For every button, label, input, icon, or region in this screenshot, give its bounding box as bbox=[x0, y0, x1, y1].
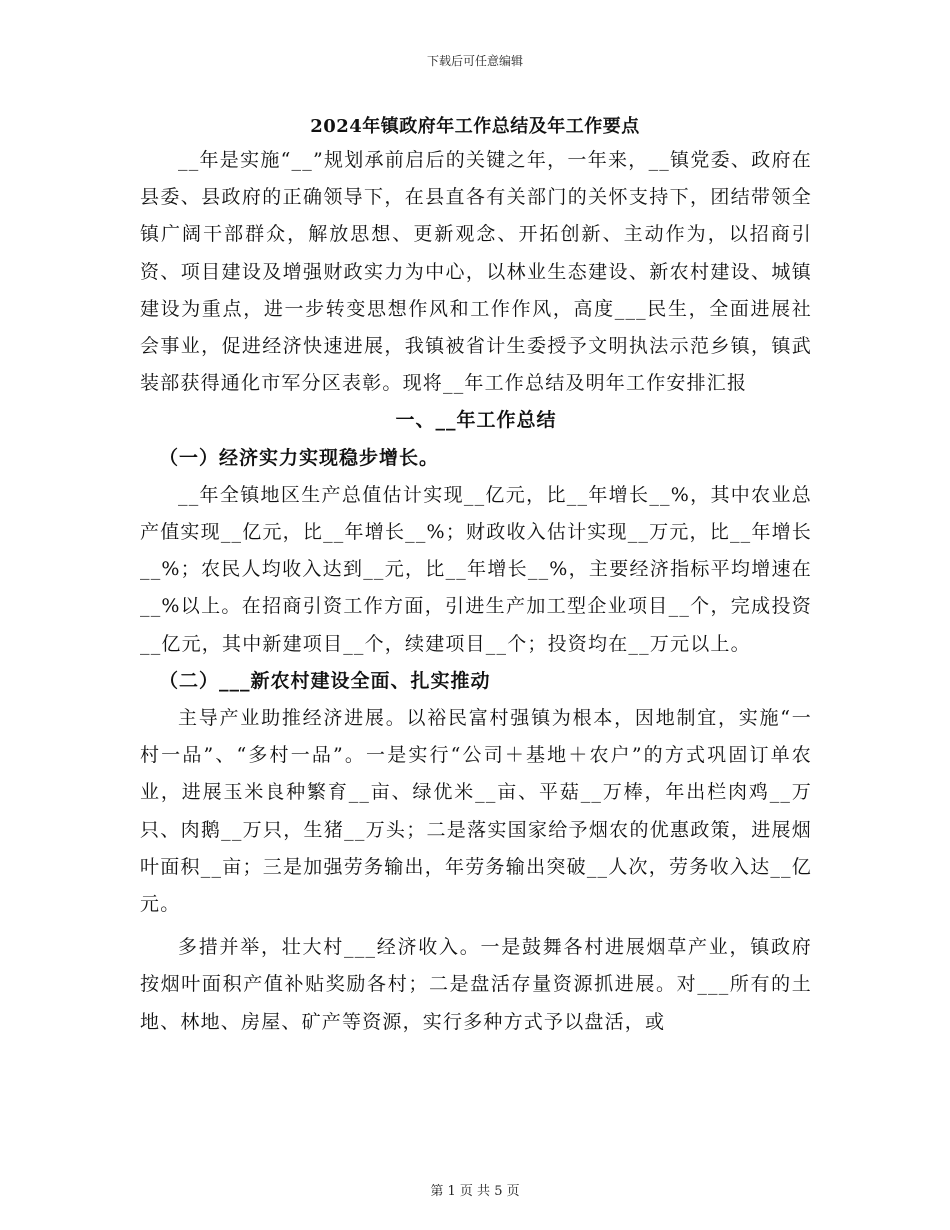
industry-paragraph: 主导产业助推经济进展。以裕民富村强镇为根本，因地制宜，实施“一村一品”、“多村一品”。一是实行“公司＋基地＋农户”的方式巩固订单农业，进展玉米良种繁育__亩、绿优米__亩、平菇__万棒，年出栏肉鸡__万只、肉鹅__万只，生猪__万头；二是落实国家给予烟农的优惠政策，进展烟叶面积__亩；三是加强劳务输出，年劳务输出突破__人次，劳务收入达__亿元。 bbox=[140, 707, 812, 916]
document-title: 2024年镇政府年工作总结及年工作要点 bbox=[310, 116, 640, 137]
subsection-heading-economy: （一）经济实力实现稳步增长。 bbox=[159, 446, 440, 469]
page-footer: 第 1 页 共 5 页 bbox=[430, 1184, 520, 1199]
page-header: 下载后可任意编辑 bbox=[426, 54, 523, 68]
village-income-paragraph: 多措并举，壮大村___经济收入。一是鼓舞各村进展烟草产业，镇政府按烟叶面积产值补贴奖励各村；二是盘活存量资源抓进展。对___所有的土地、林地、房屋、矿产等资源，实行多种方式予以盘活，或 bbox=[140, 936, 812, 1033]
intro-paragraph: __年是实施“__”规划承前启后的关键之年，一年来，__镇党委、政府在县委、县政府的正确领导下，在县直各有关部门的关怀支持下，团结带领全镇广阔干部群众，解放思想、更新观念、开拓创新、主动作为，以招商引资、项目建设及增强财政实力为中心，以林业生态建设、新农村建设、城镇建设为重点，进一步转变思想作风和工作作风，高度___民生，全面进展社会事业，促进经济快速进展，我镇被省计生委授予文明执法示范乡镇，镇武装部获得通化市军分区表彰。现将__年工作总结及明年工作安排汇报 bbox=[140, 149, 812, 395]
section-heading: 一、__年工作总结 bbox=[395, 409, 557, 432]
document-body bbox=[140, 142, 812, 1041]
subsection-heading-rural: （二）___新农村建设全面、扎实推动 bbox=[159, 669, 491, 692]
economy-paragraph: __年全镇地区生产总值估计实现__亿元，比__年增长__%，其中农业总产值实现__亿元，比__年增长__%；财政收入估计实现__万元，比__年增长__%；农民人均收入达到__元，比__年增长__%，主要经济指标平均增速在__%以上。在招商引资工作方面，引进生产加工型企业项目__个，完成投资__亿元，其中新建项目__个，续建项目__个；投资均在__万元以上。 bbox=[140, 483, 812, 655]
